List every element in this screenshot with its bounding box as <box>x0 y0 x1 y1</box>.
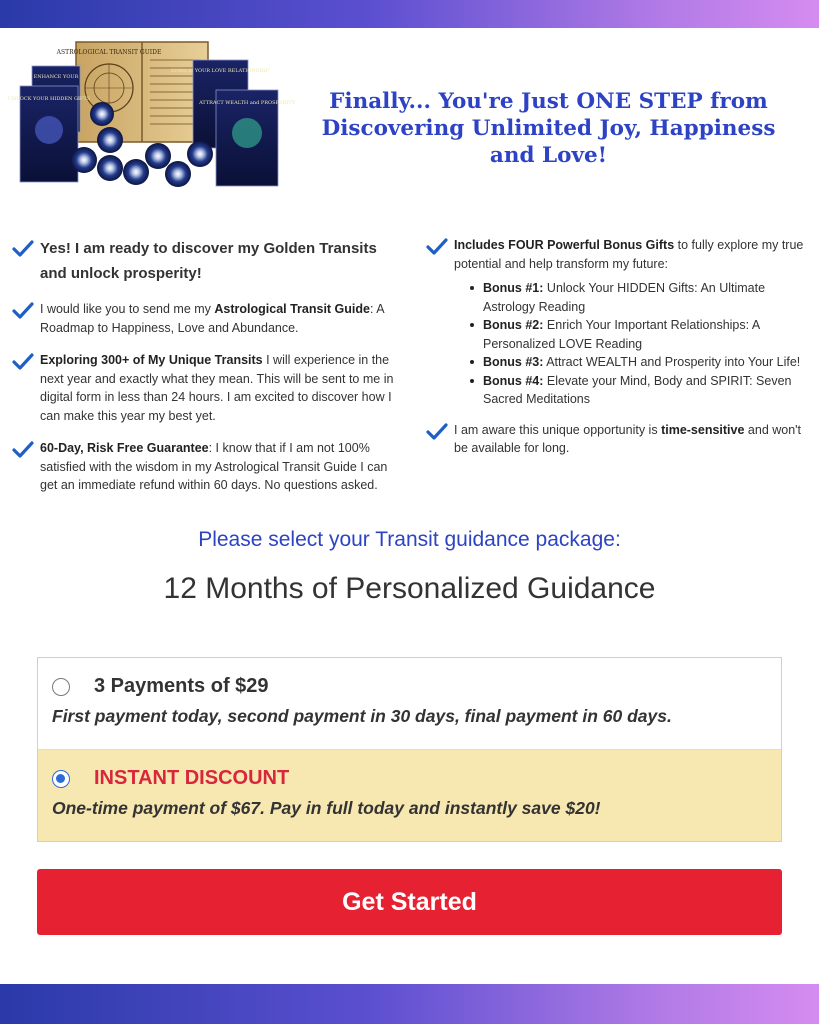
list-item <box>470 279 816 316</box>
check-text: I am aware this unique opportunity is <box>454 422 662 437</box>
payment-option-installments[interactable] <box>38 658 781 750</box>
option-description: One-time payment of $67. Pay in full today and instantly save $20! <box>52 798 601 818</box>
check-text: Yes! I am ready to discover my Golden Transits and unlock prosperity! <box>40 240 377 282</box>
check-text: : A Roadmap to Happiness, Love and Abundance. <box>40 302 384 335</box>
checkmark-icon <box>426 238 448 256</box>
payment-option-instant-discount[interactable] <box>38 750 781 841</box>
box-right-main-text: ATTRACT WEALTH and PROSPERITY <box>199 100 295 106</box>
option-title: 3 Payments of $29 <box>94 675 269 697</box>
bonus-text: Attract WEALTH and Prosperity into Your Life! <box>543 355 801 369</box>
check-item-guarantee <box>12 439 397 495</box>
package-select-label: Please select your Transit guidance package: <box>198 528 621 551</box>
bonus-text: Enrich Your Important Relationships: A Personalized LOVE Reading <box>483 318 760 351</box>
radio-instant-discount[interactable] <box>52 770 70 788</box>
box-left-main-text: UNLOCK YOUR HIDDEN GIFTS <box>7 96 91 102</box>
right-benefits-column <box>426 236 816 472</box>
check-text: : I know that if I am not 100% satisfied with the wisdom in my Astrological Transit Guide I can get an immediate refund within 60 days. No questions asked. <box>40 441 388 492</box>
box-right-top-text: ENRICH YOUR LOVE RELATIONSHIP <box>171 68 269 74</box>
option-title: INSTANT DISCOUNT <box>94 767 290 789</box>
bonus-text: Elevate your Mind, Body and SPIRIT: Seven Sacred Meditations <box>483 373 792 406</box>
product-bundle-image <box>7 38 295 203</box>
check-text: I will experience in the next year and exactly what they mean. This will be sent to me in digital form in less than 24 hours. I am excited to discover how I can make this year my best yet. <box>40 353 394 423</box>
check-bold: Includes FOUR Powerful Bonus Gifts <box>454 238 675 252</box>
top-gradient-band <box>0 0 819 28</box>
checkmark-icon <box>12 353 34 371</box>
bottom-gradient-band <box>0 984 819 1024</box>
checkmark-icon <box>12 441 34 459</box>
box-left-top-text: ENHANCE YOUR <box>33 74 79 80</box>
radio-selected-dot <box>56 774 65 783</box>
check-item-ready <box>12 236 397 286</box>
check-bold: 60-Day, Risk Free Guarantee <box>40 441 209 455</box>
payment-options <box>37 657 782 842</box>
checkmark-icon <box>12 302 34 320</box>
bonus-label: Bonus #3: <box>483 355 544 369</box>
check-item-bonus-gifts <box>426 236 816 273</box>
headline: Finally... You're Just ONE STEP from Discovering Unlimited Joy, Happiness and Love! <box>321 89 776 168</box>
bonus-list <box>470 279 816 409</box>
checkmark-icon <box>426 423 448 441</box>
list-item <box>470 316 816 353</box>
list-item <box>470 353 816 372</box>
check-text: I would like you to send me my <box>40 302 215 316</box>
check-text: and won't be available for long. <box>454 422 802 455</box>
bonus-label: Bonus #4: <box>483 373 544 388</box>
check-bold: Astrological Transit Guide <box>214 302 370 316</box>
check-bold: time-sensitive <box>661 422 745 437</box>
radio-installments[interactable] <box>52 678 70 696</box>
bonus-label: Bonus #1: <box>483 281 544 295</box>
left-benefits-column <box>12 236 397 509</box>
bonus-text: Unlock Your HIDDEN Gifts: An Ultimate Astrology Reading <box>483 281 766 314</box>
bonus-label: Bonus #2: <box>483 318 544 332</box>
check-item-time-sensitive <box>426 421 816 458</box>
package-title: 12 Months of Personalized Guidance <box>163 572 656 605</box>
get-started-button[interactable]: Get Started <box>37 869 782 935</box>
checkmark-icon <box>12 240 34 258</box>
check-item-transits <box>12 351 397 425</box>
option-description: First payment today, second payment in 30 days, final payment in 60 days. <box>52 706 672 726</box>
check-item-guide <box>12 300 397 337</box>
check-text: to fully explore my true potential and help transform my future: <box>454 238 804 271</box>
book-title-text: ASTROLOGICAL TRANSIT GUIDE <box>56 49 162 56</box>
check-bold: Exploring 300+ of My Unique Transits <box>40 353 263 367</box>
list-item <box>470 372 816 409</box>
